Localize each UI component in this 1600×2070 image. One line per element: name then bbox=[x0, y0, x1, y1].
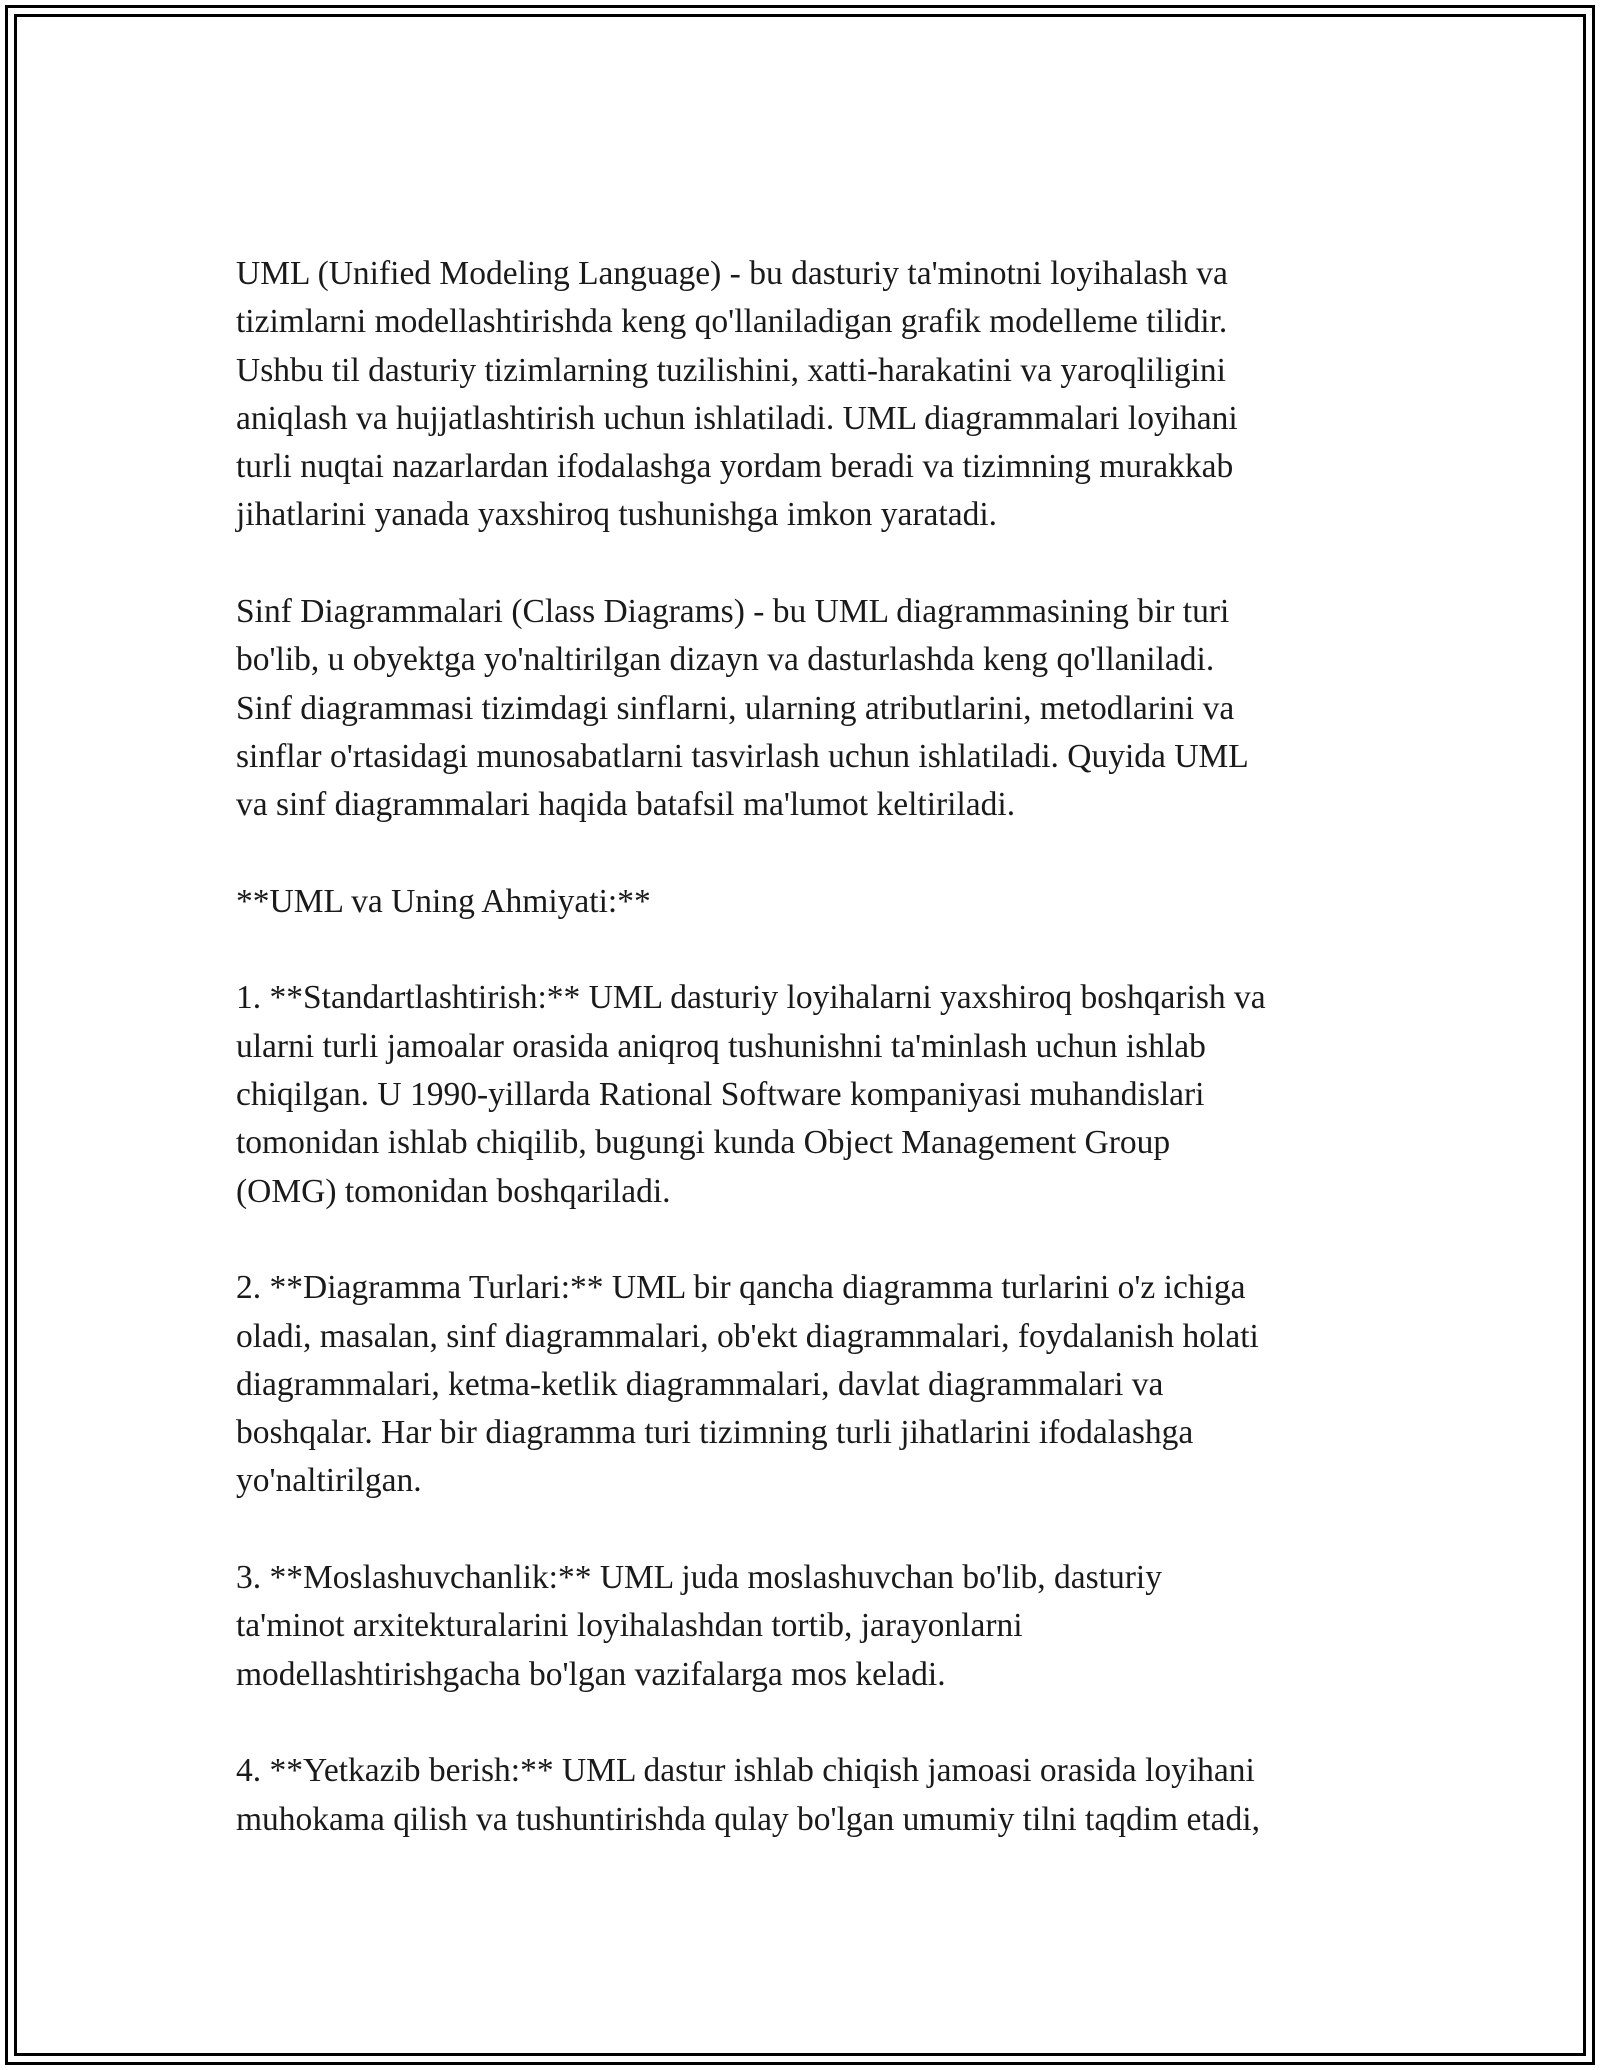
section-heading-uml-importance: **UML va Uning Ahmiyati:** bbox=[236, 882, 651, 920]
list-item-flexibility: 3. **Moslashuvchanlik:** UML juda moslashuvchan bo'lib, dasturiy ta'minot arxitekturalarini loyihalashdan tortib, jarayonlarni modellashtirishgacha bo'lgan vazifalarga mos keladi. bbox=[236, 1559, 1162, 1693]
list-item-diagram-types: 2. **Diagramma Turlari:** UML bir qancha diagramma turlarini o'z ichiga oladi, masalan, sinf diagrammalari, ob'ekt diagrammalari, foydalanish holati diagrammalari, ketma-ketlik diagrammalari, davlat diagrammalari va boshqalar. Har bir diagramma turi tizimning turli jihatlarini ifodalashga yo'naltirilgan. bbox=[236, 1269, 1259, 1500]
paragraph-class-diagrams: Sinf Diagrammalari (Class Diagrams) - bu UML diagrammasining bir turi bo'lib, u obyektga yo'naltirilgan dizayn va dasturlashda keng qo'llaniladi. Sinf diagrammasi tizimdagi sinflarni, ularning atributlarini, metodlarini va sinflar o'rtasidagi munosabatlarni tasvirlash uchun ishlatiladi. Quyida UML va sinf diagrammalari haqida batafsil ma'lumot keltiriladi. bbox=[236, 593, 1249, 824]
list-item-delivery: 4. **Yetkazib berish:** UML dastur ishlab chiqish jamoasi orasida loyihani muhokama qilish va tushuntirishda qulay bo'lgan umumiy tilni taqdim etadi, bbox=[236, 1752, 1260, 1838]
list-item-standardization: 1. **Standartlashtirish:** UML dasturiy loyihalarni yaxshiroq boshqarish va ularni turli jamoalar orasida aniqroq tushunishni ta'minlash uchun ishlab chiqilgan. U 1990-yillarda Rational Software kompaniyasi muhandislari tomonidan ishlab chiqilib, bugungi kunda Object Management Group (OMG) tomonidan boshqariladi. bbox=[236, 979, 1266, 1210]
document-body bbox=[236, 250, 1396, 1892]
paragraph-uml-intro: UML (Unified Modeling Language) - bu dasturiy ta'minotni loyihalash va tizimlarni modellashtirishda keng qo'llaniladigan grafik modelleme tilidir. Ushbu til dasturiy tizimlarning tuzilishini, xatti-harakatini va yaroqliligini aniqlash va hujjatlashtirish uchun ishlatiladi. UML diagrammalari loyihani turli nuqtai nazarlardan ifodalashga yordam beradi va tizimning murakkab jihatlarini yanada yaxshiroq tushunishga imkon yaratadi. bbox=[236, 255, 1238, 534]
